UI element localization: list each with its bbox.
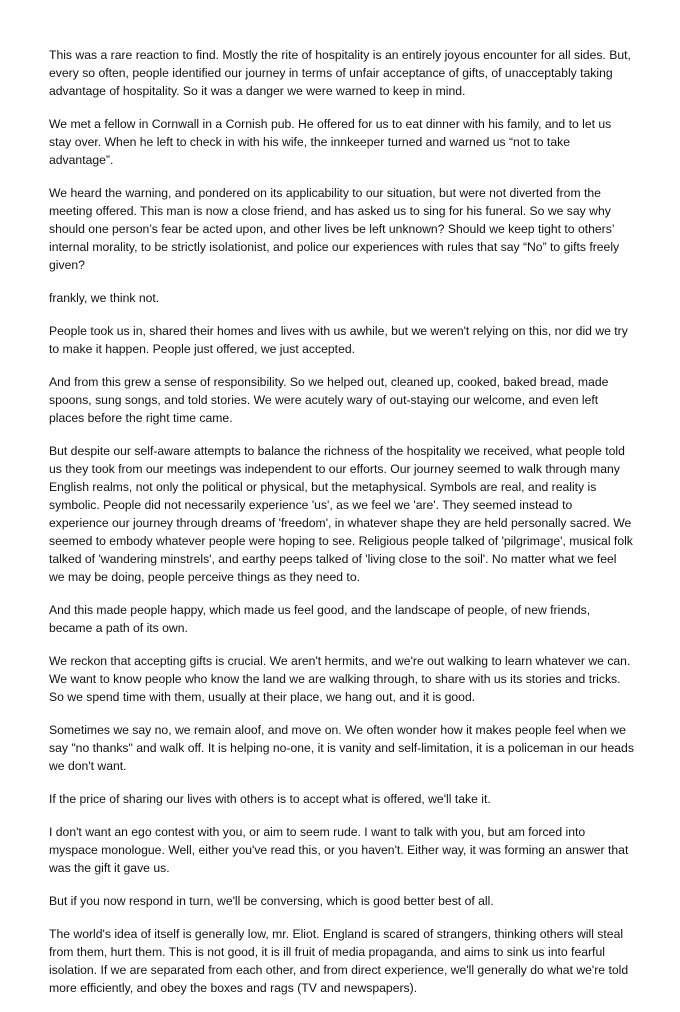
paragraph: frankly, we think not. [49,291,160,305]
paragraph: People took us in, shared their homes and lives with us awhile, but we weren't relying on this, nor did we try to make it happen. People just offered, we just accepted. [49,324,628,356]
paragraph: And this made people happy, which made us feel good, and the landscape of people, of new friends, became a path of its own. [49,603,591,635]
body-text [49,46,634,1012]
paragraph: We heard the warning, and pondered on its applicability to our situation, but were not diverted from the meeting offered. This man is now a close friend, and has asked us to sing for his funeral. So we say why should one person’s fear be acted upon, and other lives be left unknown? Should we keep tight to others’ internal morality, to be strictly isolationist, and police our experiences with rules that say “No” to gifts freely given? [49,186,620,272]
paragraph: Sometimes we say no, we remain aloof, and move on. We often wonder how it makes people feel when we say "no thanks" and walk off. It is helping no-one, it is vanity and self-limitation, it is a policeman in our heads we don't want. [49,723,634,773]
paragraph: We met a fellow in Cornwall in a Cornish pub. He offered for us to eat dinner with his family, and to let us stay over. When he left to check in with his wife, the innkeeper turned and warned us “not to take advantage”. [49,117,612,167]
paragraph: If the price of sharing our lives with others is to accept what is offered, we'll take it. [49,792,491,806]
paragraph: The world's idea of itself is generally low, mr. Eliot. England is scared of strangers, thinking others will steal from them, hurt them. This is not good, it is ill fruit of media propaganda, and aims to sink us into fearful isolation. If we are separated from each other, and from direct experience, we'll generally do what we're told more efficiently, and obey the boxes and rags (TV and newspapers). [49,927,629,995]
paragraph: This was a rare reaction to find. Mostly the rite of hospitality is an entirely joyous encounter for all sides. But, every so often, people identified our journey in terms of unfair acceptance of gifts, of unacceptably taking advantage of hospitality. So it was a danger we were warned to keep in mind. [49,48,631,98]
paragraph: And from this grew a sense of responsibility. So we helped out, cleaned up, cooked, baked bread, made spoons, sung songs, and told stories. We were acutely wary of out-staying our welcome, and even left places before the right time came. [49,375,609,425]
paragraph: But despite our self-aware attempts to balance the richness of the hospitality we received, what people told us they took from our meetings was independent to our efforts. Our journey seemed to walk through many English realms, not only the political or physical, but the metaphysical. Symbols are real, and reality is symbolic. People did not necessarily experience 'us', as we feel we 'are'. They seemed instead to experience our journey through dreams of 'freedom', in whatever shape they are held personally sacred. We seemed to embody whatever people were hoping to see. Religious people talked of 'pilgrimage', musical folk talked of 'wandering minstrels', and earthy peeps talked of 'living close to the soil'. No matter what we feel we may be doing, people perceive things as they need to. [49,444,633,584]
paragraph: We reckon that accepting gifts is crucial. We aren't hermits, and we're out walking to learn whatever we can. We want to know people who know the land we are walking through, to share with us its stories and tricks. So we spend time with them, usually at their place, we hang out, and it is good. [49,654,631,704]
paragraph: I don't want an ego contest with you, or aim to seem rude. I want to talk with you, but am forced into myspace monologue. Well, either you've read this, or you haven't. Either way, it was forming an answer that was the gift it gave us. [49,825,629,875]
paragraph: But if you now respond in turn, we'll be conversing, which is good better best of all. [49,894,494,908]
